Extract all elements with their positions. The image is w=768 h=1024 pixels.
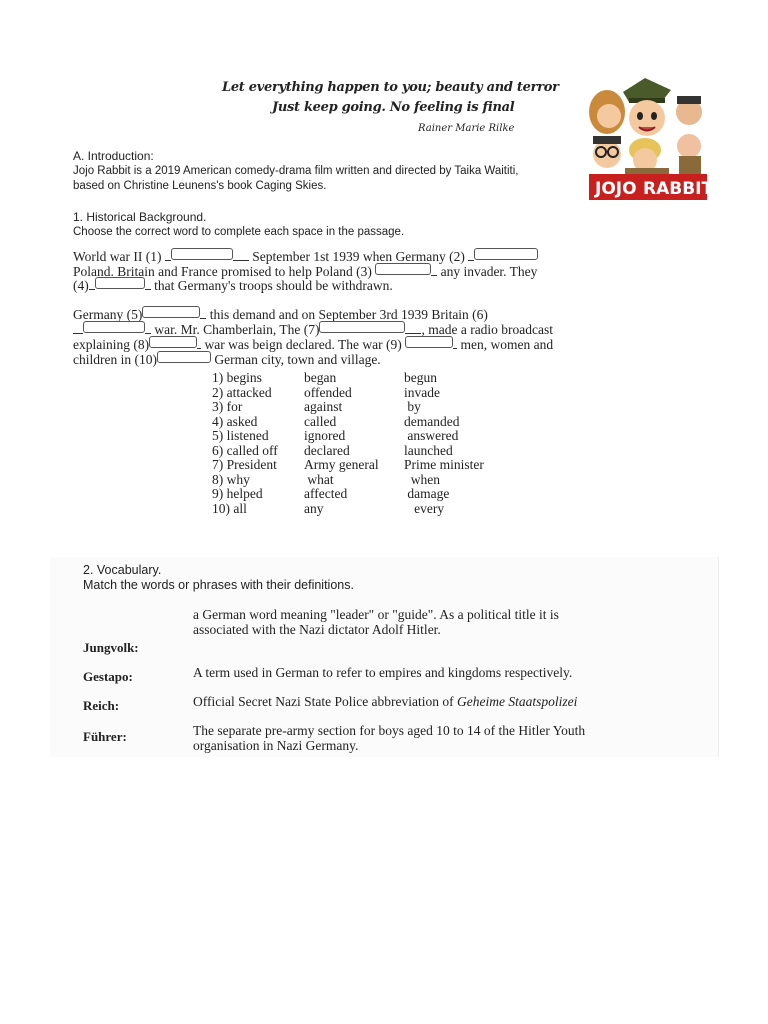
option-4-3[interactable]: demanded xyxy=(404,413,460,429)
option-9-3[interactable]: damage xyxy=(404,486,450,501)
definition-1-line-2: associated with the Nazi dictator Adolf Hitler. xyxy=(193,622,441,637)
blank-8[interactable] xyxy=(149,336,197,348)
blank-3[interactable] xyxy=(375,263,431,275)
passage-line-3: (4) that Germany's troops should be withdrawn. xyxy=(73,278,393,293)
option-10-1[interactable]: 10) all xyxy=(212,500,247,516)
passage-line-5: war. Mr. Chamberlain, The (7) , made a radio broadcast xyxy=(73,321,553,338)
option-8-2[interactable]: what xyxy=(304,471,334,487)
option-9-2[interactable]: affected xyxy=(304,486,348,501)
option-1-2[interactable]: began xyxy=(304,370,337,385)
definition-4-line-2: organisation in Nazi Germany. xyxy=(193,738,359,753)
option-8-3[interactable]: when xyxy=(404,471,440,487)
vocab-heading: 2. Vocabulary. xyxy=(83,563,162,577)
intro-heading: A. Introduction: xyxy=(73,149,154,163)
passage-line-4: Germany (5) this demand and on September 3rd 1939 Britain (6) xyxy=(73,307,488,322)
history-instruction: Choose the correct word to complete each space in the passage. xyxy=(73,226,405,238)
passage-line-1: World war II (1) September 1st 1939 when Germany (2) xyxy=(73,248,538,265)
option-6-2[interactable]: declared xyxy=(304,442,350,458)
option-6-3[interactable]: launched xyxy=(404,442,453,458)
blank-7[interactable] xyxy=(319,321,405,333)
poster-title-1: JOJO xyxy=(595,179,637,199)
blank-1[interactable] xyxy=(171,248,233,260)
option-4-1[interactable]: 4) asked xyxy=(212,413,258,429)
blank-6[interactable] xyxy=(83,321,145,333)
blank-10[interactable] xyxy=(157,351,211,363)
passage-line-6: explaining (8) war was beign declared. The war (9) men, women and xyxy=(73,337,554,352)
definition-2: A term used in German to refer to empires and kingdoms respectively. xyxy=(193,665,573,680)
option-10-2[interactable]: any xyxy=(304,500,324,516)
answer-options xyxy=(212,371,514,516)
blank-4[interactable] xyxy=(95,277,145,289)
option-3-2[interactable]: against xyxy=(304,399,343,414)
term-reich[interactable]: Reich: xyxy=(83,698,120,713)
quote-line-1: Let everything happen to you; beauty and terror xyxy=(222,80,559,95)
option-7-2[interactable]: Army general xyxy=(304,457,379,472)
passage-line-2: Poland. Britain and France promised to help Poland (3) any invader. They xyxy=(73,264,538,279)
quote-line-2: Just keep going. No feeling is final xyxy=(272,100,515,115)
definition-4-line-1: The separate pre-army section for boys aged 10 to 14 of the Hitler Youth xyxy=(193,723,586,738)
history-heading: 1. Historical Background. xyxy=(73,210,207,224)
option-1-3[interactable]: begun xyxy=(404,370,437,385)
option-7-1[interactable]: 7) President xyxy=(212,457,277,472)
option-3-3[interactable]: by xyxy=(404,399,421,414)
option-6-1[interactable]: 6) called off xyxy=(212,442,278,458)
option-5-3[interactable]: answered xyxy=(404,428,459,443)
option-2-3[interactable]: invade xyxy=(404,384,440,400)
option-3-1[interactable]: 3) for xyxy=(212,399,243,414)
term-gestapo[interactable]: Gestapo: xyxy=(83,669,133,684)
intro-line-1: Jojo Rabbit is a 2019 American comedy-drama film written and directed by Taika Waititi, xyxy=(73,165,519,177)
poster-title-2: RABBIT xyxy=(643,179,709,199)
jojo-rabbit-poster xyxy=(585,72,709,202)
definition-3: Official Secret Nazi State Police abbreviation of Geheime Staatspolizei xyxy=(193,694,578,709)
intro-line-2: based on Christine Leunens's book Caging Skies. xyxy=(73,180,327,192)
option-10-3[interactable]: every xyxy=(404,500,445,516)
option-4-2[interactable]: called xyxy=(304,413,337,429)
option-9-1[interactable]: 9) helped xyxy=(212,486,263,501)
option-8-1[interactable]: 8) why xyxy=(212,471,250,487)
blank-5[interactable] xyxy=(142,306,200,318)
blank-9[interactable] xyxy=(405,336,453,348)
option-2-2[interactable]: offended xyxy=(304,384,352,400)
term-jungvolk[interactable]: Jungvolk: xyxy=(83,640,139,655)
definition-1-line-1: a German word meaning "leader" or "guide". As a political title it is xyxy=(193,607,559,622)
quote-author: Rainer Marie Rilke xyxy=(418,123,515,134)
poster-illustration-icon xyxy=(585,72,709,202)
option-7-3[interactable]: Prime minister xyxy=(404,457,484,472)
option-5-1[interactable]: 5) listened xyxy=(212,428,269,443)
blank-2[interactable] xyxy=(474,248,538,260)
option-1-1[interactable]: 1) begins xyxy=(212,370,262,385)
option-5-2[interactable]: ignored xyxy=(304,428,346,443)
vocab-instruction: Match the words or phrases with their definitions. xyxy=(83,578,354,592)
option-2-1[interactable]: 2) attacked xyxy=(212,384,272,400)
passage-line-7: children in (10) German city, town and village. xyxy=(73,352,381,367)
term-fuhrer[interactable]: Führer: xyxy=(83,729,127,744)
